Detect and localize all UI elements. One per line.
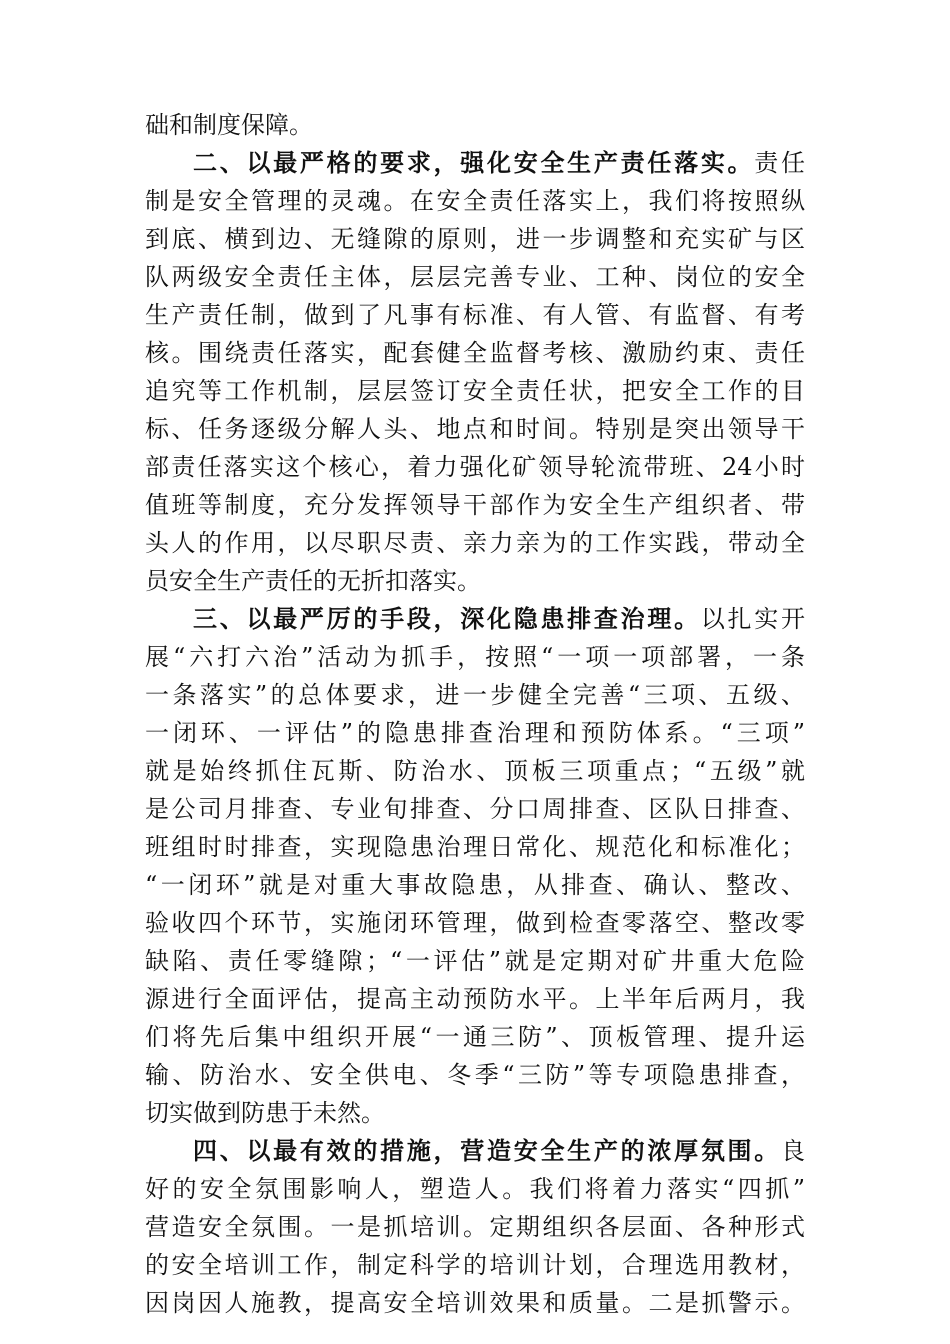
- paragraph-line: 验收四个环节，实施闭环管理，做到检查零落空、整改零: [145, 909, 805, 937]
- paragraph-line: 输、防治水、安全供电、冬季“三防”等专项隐患排查，: [145, 1061, 805, 1089]
- paragraph-line: 队两级安全责任主体，层层完善专业、工种、岗位的安全: [145, 263, 805, 291]
- paragraph-line: 员安全生产责任的无折扣落实。: [145, 567, 481, 595]
- paragraph-line: 础和制度保障。: [145, 111, 313, 139]
- section-heading: 二、以最严格的要求，强化安全生产责任落实。: [193, 149, 755, 177]
- section-heading-line: 二、以最严格的要求，强化安全生产责任落实。责任: [193, 149, 805, 177]
- paragraph-line: 班组时时排查，实现隐患治理日常化、规范化和标准化；: [145, 833, 805, 861]
- section-heading: 三、以最严厉的手段，深化隐患排查治理。: [193, 605, 701, 633]
- paragraph-line: 头人的作用，以尽职尽责、亲力亲为的工作实践，带动全: [145, 529, 805, 557]
- section-heading: 四、以最有效的措施，营造安全生产的浓厚氛围。: [193, 1137, 781, 1165]
- paragraph-line: 好的安全氛围影响人，塑造人。我们将着力落实“四抓”: [145, 1175, 805, 1203]
- paragraph-line: 值班等制度，充分发挥领导干部作为安全生产组织者、带: [145, 491, 805, 519]
- paragraph-line: 切实做到防患于未然。: [145, 1099, 385, 1127]
- paragraph-line: 的安全培训工作，制定科学的培训计划，合理选用教材，: [145, 1251, 805, 1279]
- paragraph-line: 到底、横到边、无缝隙的原则，进一步调整和充实矿与区: [145, 225, 805, 253]
- paragraph-line: 们将先后集中组织开展“一通三防”、顶板管理、提升运: [145, 1023, 805, 1051]
- paragraph-line: 因岗因人施教，提高安全培训效果和质量。二是抓警示。: [145, 1289, 805, 1317]
- paragraph-line: 一条落实”的总体要求，进一步健全完善“三项、五级、: [145, 681, 805, 709]
- section-heading-line: 四、以最有效的措施，营造安全生产的浓厚氛围。良: [193, 1137, 805, 1165]
- paragraph-line: 标、任务逐级分解人头、地点和时间。特别是突出领导干: [145, 415, 805, 443]
- paragraph-line: 生产责任制，做到了凡事有标准、有人管、有监督、有考: [145, 301, 805, 329]
- paragraph-line: 部责任落实这个核心，着力强化矿领导轮流带班、24小时: [145, 453, 805, 481]
- paragraph-line: 就是始终抓住瓦斯、防治水、顶板三项重点；“五级”就: [145, 757, 805, 785]
- paragraph-line: 是公司月排查、专业旬排查、分口周排查、区队日排查、: [145, 795, 805, 823]
- paragraph-line: 追究等工作机制，层层签订安全责任状，把安全工作的目: [145, 377, 805, 405]
- section-heading-line: 三、以最严厉的手段，深化隐患排查治理。以扎实开: [193, 605, 805, 633]
- paragraph-line: 一闭环、一评估”的隐患排查治理和预防体系。“三项”: [145, 719, 805, 747]
- paragraph-line: 营造安全氛围。一是抓培训。定期组织各层面、各种形式: [145, 1213, 805, 1241]
- paragraph-line: 核。围绕责任落实，配套健全监督考核、激励约束、责任: [145, 339, 805, 367]
- paragraph-line: 缺陷、责任零缝隙；“一评估”就是定期对矿井重大危险: [145, 947, 805, 975]
- paragraph-line: 制是安全管理的灵魂。在安全责任落实上，我们将按照纵: [145, 187, 805, 215]
- paragraph-line: 展“六打六治”活动为抓手，按照“一项一项部署，一条: [145, 643, 805, 671]
- paragraph-line: “一闭环”就是对重大事故隐患，从排查、确认、整改、: [145, 871, 805, 899]
- paragraph-line: 源进行全面评估，提高主动预防水平。上半年后两月，我: [145, 985, 805, 1013]
